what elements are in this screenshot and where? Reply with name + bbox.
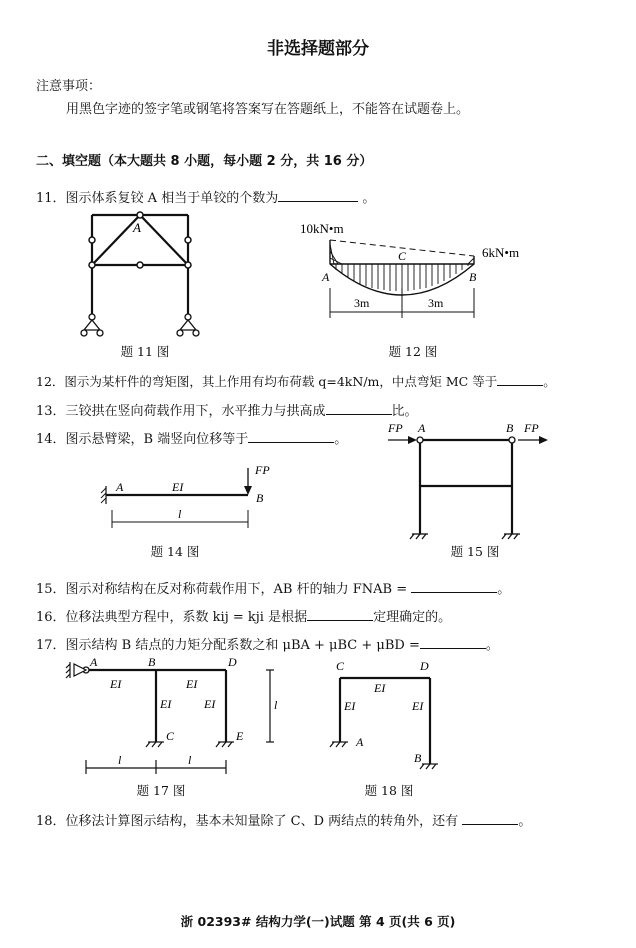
fig15-label-a: A	[418, 421, 426, 435]
fig18-label-b: B	[414, 751, 422, 765]
fig14-label-a: A	[116, 480, 124, 494]
fig11-caption: 题 11 图	[120, 344, 170, 359]
question-14	[36, 428, 347, 447]
question-14-end: 。	[334, 432, 348, 447]
question-11-end: 。	[362, 191, 376, 206]
fig12-label-c: C	[398, 249, 407, 263]
question-14-text: 14．图示悬臂梁，B 端竖向位移等于	[36, 432, 249, 447]
figure-18	[316, 652, 456, 776]
figure-14	[92, 458, 282, 538]
question-12	[36, 372, 556, 390]
question-11	[36, 187, 375, 206]
question-16-end: 定理确定的。	[373, 610, 452, 625]
fig17-label-b: B	[148, 655, 156, 669]
fig12-m-right: 6kN•m	[482, 245, 520, 260]
fig12-label-b: B	[469, 270, 477, 284]
fig18-label-a: A	[356, 735, 364, 749]
fig14-ei: EI	[172, 480, 184, 494]
question-13-end: 比。	[391, 404, 418, 419]
fig15-fp-left: FP	[388, 421, 403, 435]
answer-blank-15[interactable]	[411, 580, 497, 593]
fig17-ei-de: EI	[204, 697, 216, 711]
fig17-label-c: C	[166, 729, 175, 743]
page-title: 非选择题部分	[267, 39, 369, 59]
question-18-text: 18．位移法计算图示结构，基本未知量除了 C、D 两结点的转角外，还有	[36, 814, 459, 829]
fig17-label-e: E	[236, 729, 244, 743]
fig18-ei-db: EI	[412, 699, 424, 713]
question-15-text: 15．图示对称结构在反对称荷载作用下，AB 杆的轴力 FNAB =	[36, 582, 408, 597]
question-17-end: 。	[485, 638, 499, 653]
answer-blank-17[interactable]	[420, 636, 486, 649]
figure-11	[70, 205, 220, 340]
fig17-len-2: l	[188, 753, 192, 767]
fig15-caption: 题 15 图	[450, 544, 500, 559]
fig17-len-1: l	[118, 753, 122, 767]
question-12-end: 。	[543, 374, 556, 389]
fig11-label-a: A	[133, 220, 141, 235]
figure-15	[378, 418, 558, 544]
question-17	[36, 634, 499, 653]
answer-blank-18[interactable]	[462, 812, 518, 825]
question-16-text: 16．位移法典型方程中，系数 kij = kji 是根据	[36, 610, 308, 625]
fig18-label-d: D	[420, 659, 429, 673]
fig12-dim-2: 3m	[428, 296, 444, 310]
question-16	[36, 606, 451, 625]
question-15	[36, 578, 510, 597]
fig17-len-v: l	[274, 698, 278, 712]
question-13	[36, 400, 418, 419]
question-12-text: 12．图示为某杆件的弯矩图，其上作用有均布荷载 q=4kN/m，中点弯矩 MC 等于	[36, 374, 498, 389]
fig17-ei-ab: EI	[110, 677, 122, 691]
answer-blank-13[interactable]	[326, 402, 392, 415]
question-18-end: 。	[518, 814, 532, 829]
fig14-fp: FP	[255, 463, 270, 477]
fig15-fp-right: FP	[524, 421, 539, 435]
fig12-label-a: A	[322, 270, 330, 284]
question-17-text: 17．图示结构 B 结点的力矩分配系数之和 μBA + μBC + μBD =	[36, 638, 420, 653]
answer-blank-16[interactable]	[307, 608, 373, 621]
question-18	[36, 810, 531, 829]
fig17-ei-bd: EI	[186, 677, 198, 691]
question-11-text: 11．图示体系复铰 A 相当于单铰的个数为	[36, 191, 279, 206]
fig12-m-left: 10kN•m	[300, 221, 344, 236]
figure-12	[292, 218, 542, 330]
answer-blank-11[interactable]	[278, 189, 358, 202]
fig17-ei-bc: EI	[160, 697, 172, 711]
fig18-label-c: C	[336, 659, 345, 673]
page-footer: 浙 02393# 结构力学(一)试题 第 4 页(共 6 页)	[180, 914, 456, 929]
notice-text: 用黑色字迹的签字笔或钢笔将答案写在答题纸上，不能答在试题卷上。	[66, 102, 470, 117]
fig18-ei-ca: EI	[344, 699, 356, 713]
question-13-text: 13．三铰拱在竖向荷载作用下，水平推力与拱高成	[36, 404, 326, 419]
fig12-caption: 题 12 图	[388, 344, 438, 359]
answer-blank-14[interactable]	[248, 430, 334, 443]
fig18-caption: 题 18 图	[364, 783, 414, 798]
fig17-label-d: D	[228, 655, 237, 669]
fig15-label-b: B	[506, 421, 514, 435]
fig18-ei-cd: EI	[374, 681, 386, 695]
fig17-label-a: A	[90, 655, 98, 669]
fig12-dim-1: 3m	[354, 296, 370, 310]
fig14-label-b: B	[256, 491, 264, 505]
section-heading: 二、填空题（本大题共 8 小题，每小题 2 分，共 16 分）	[36, 154, 373, 169]
question-15-end: 。	[497, 582, 511, 597]
fig17-caption: 题 17 图	[136, 783, 186, 798]
fig14-len: l	[178, 507, 182, 521]
answer-blank-12[interactable]	[497, 373, 543, 386]
figure-17	[62, 652, 302, 782]
notice-heading: 注意事项：	[36, 79, 102, 94]
fig14-caption: 题 14 图	[150, 544, 200, 559]
